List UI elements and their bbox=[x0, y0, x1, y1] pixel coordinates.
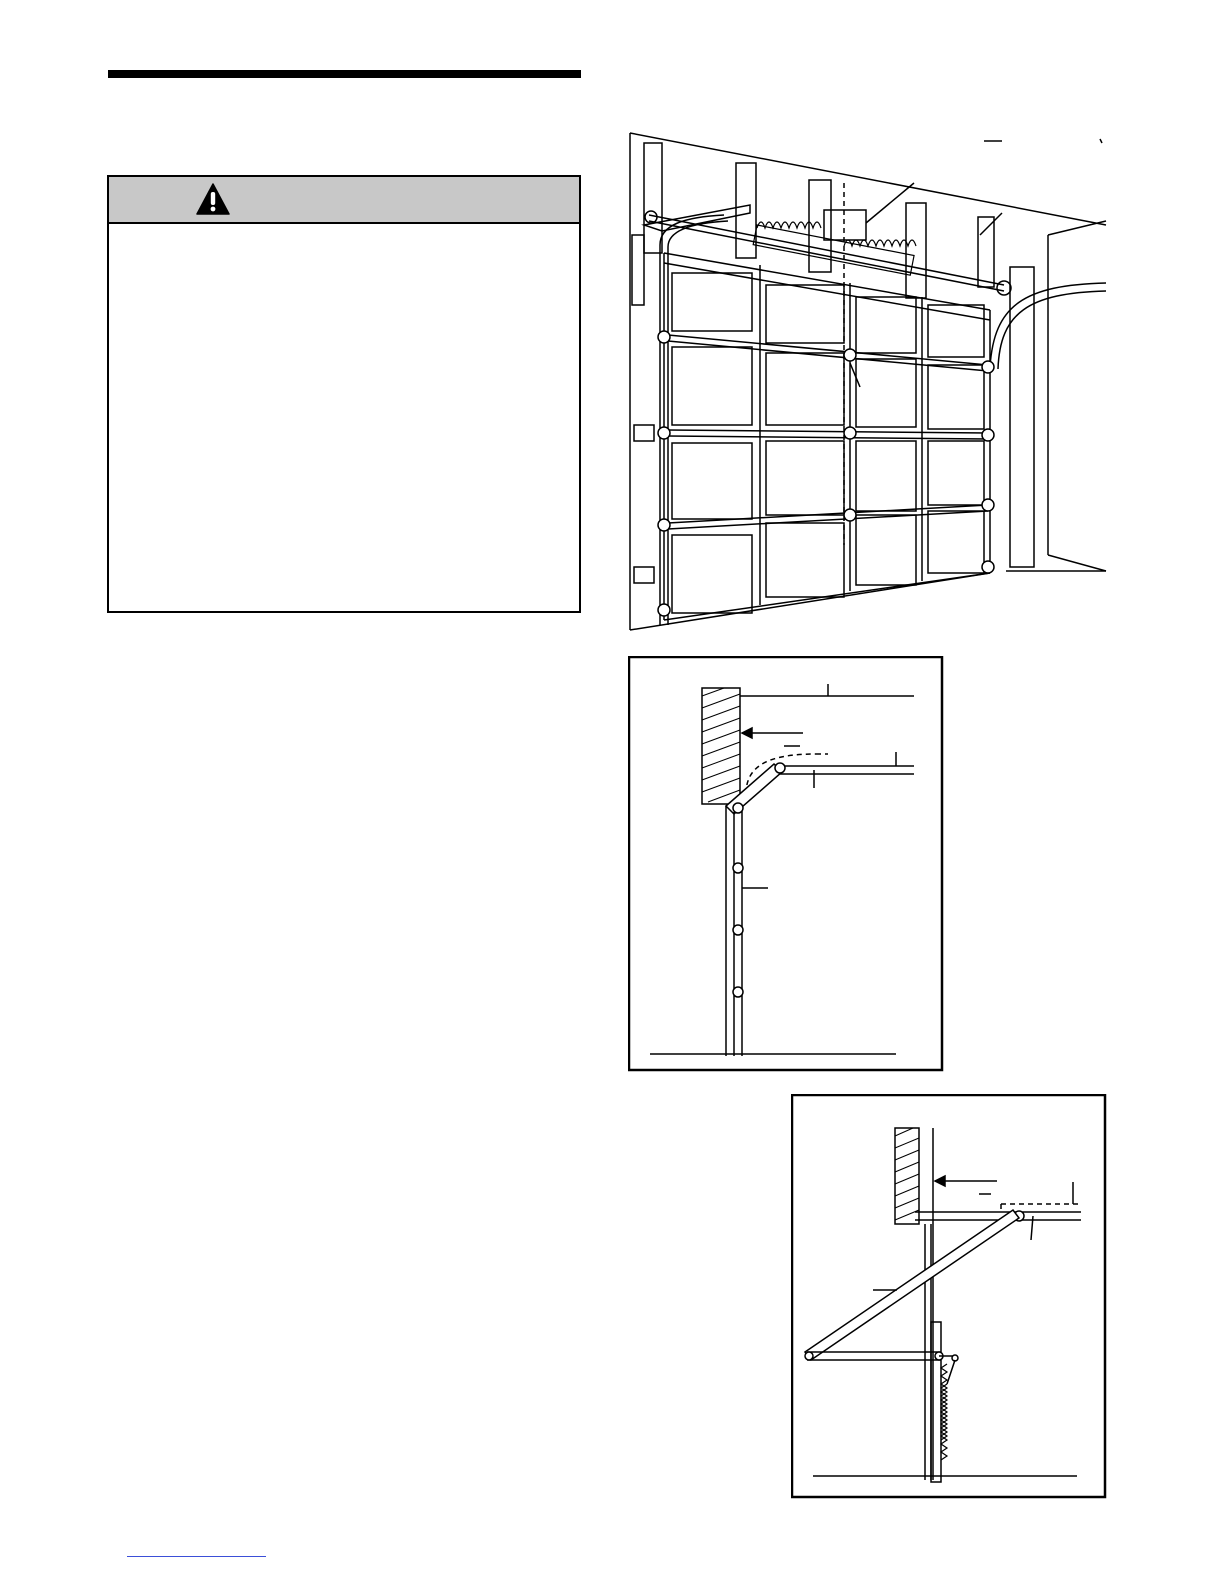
garage-door-illustration bbox=[624, 125, 1110, 635]
warning-header bbox=[109, 177, 579, 224]
section-title-rule bbox=[108, 70, 581, 78]
warning-box bbox=[107, 175, 581, 613]
arm-detail-figure bbox=[791, 1094, 1107, 1500]
footer-link-underline[interactable] bbox=[127, 1556, 266, 1557]
jamb-detail-figure bbox=[628, 656, 944, 1072]
warning-triangle-icon bbox=[196, 183, 230, 215]
